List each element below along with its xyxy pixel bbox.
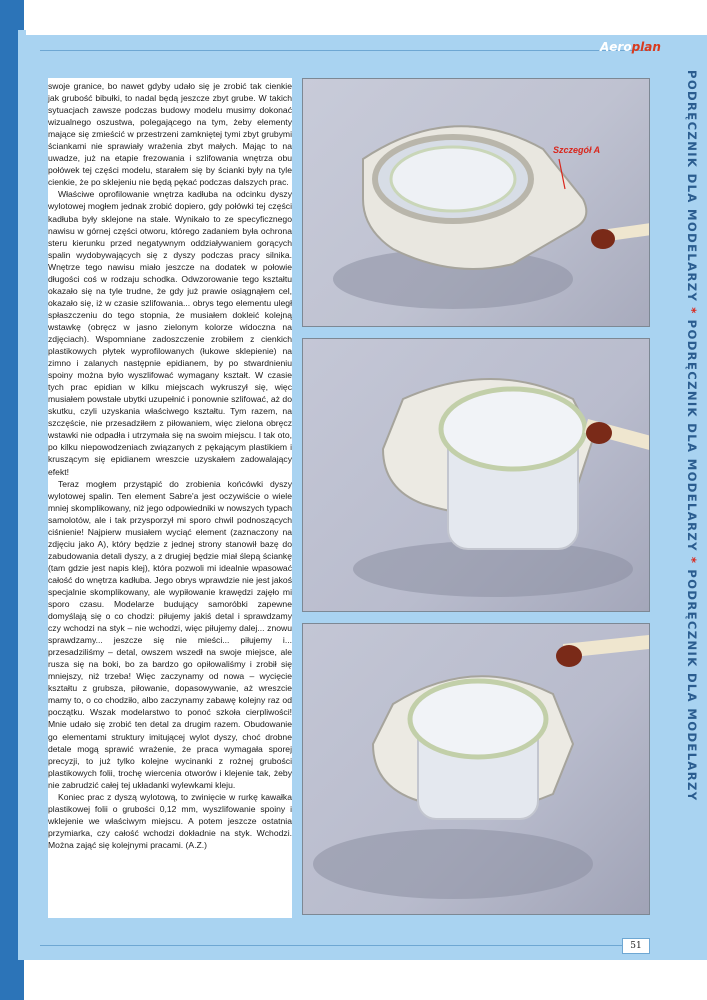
photo-nozzle-part-3 [302,623,650,915]
side-banner-star: * [685,307,699,315]
photo-nozzle-part-2 [302,338,650,612]
photo-nozzle-part-1 [302,78,650,327]
photo-callout-label: Szczegół A [553,145,601,155]
article-text-column [48,78,292,918]
side-banner-segment: PODRĘCZNIK DLA MODELARZY [685,569,699,802]
page-number: 51 [622,938,650,954]
logo-part-plan: plan [631,40,661,54]
photo-nozzle-illustration-1 [303,79,649,326]
article-paragraph: Koniec prac z dyszą wylotową, to zwinięcie w rurkę kawałka plastikowej folii o grubości 0,12 mm, wyszlifowanie spoiny i wklejenie we właściwym miejscu. A potem jeszcze ostatnia przymiarka, czy całość wchodzi dokładnie na styk. Wchodzi. Można zająć się kolejnymi pracami. (A.Z.) [48,791,292,850]
header-rule [40,50,650,51]
article-paragraph: Teraz mogłem przystąpić do zrobienia końcówki dyszy wylotowej spalin. Ten element Sabre'a jest oczywiście o wiele mniej skomplikowany, niż jego odpowiedniki w nowszych typach samolotów, ale i tak przysporzył mi sporo chwil podnoszących ciśnienie! Najpierw musiałem wyciąć element (zaznaczony na zdjęciu jako A), który będzie z jednej strony stanowił bazę do zabudowania detali dyszy, a z drugiej będzie miał ślepą ściankę (tam gdzie jest napis klej), która pozwoli mi idealnie wpasować całość do wnętrza kadłuba. Jego obrys wprawdzie nie jest jakoś specjalnie skomplikowany, ale wypiłowanie krawędzi zajęło mi sporo czasu. Modelarze budujący samoróbki zapewne domyślają się o co chodzi: piłujemy jakiś detal i sprawdzamy czy wchodzi na styk – nie wchodzi, więc piłujemy dalej... znowu sprawdzamy... jeszcze się nie mieści... piłujemy i... przesadziliśmy – detal, owszem wszedł na swoje miejsce, ale rusza się na boki, bo za bardzo go opiłowaliśmy i zrobił się mniejszy, niż trzeba! Więc zaczynamy od nowa – wycięcie kształtu z grubsza, piłowanie, dopasowywanie, aż wreszcie mamy to, o co chodziło, albo zaczynamy zabawę kolejny raz od początku. Wszak modelarstwo to ponoć szkoła cierpliwości! Mnie udało się zrobić ten detal za drugim razem. Obudowanie go elementami struktury imitującej wylot dyszy, choć drobne detale mogą sprawić wrażenie, że praca wymagała sporej precyzji, to już tylko kolejne wycinanki z rożnej grubości plastikowych folii, trochę wiercenia otworów i klejenie tak, żeby nie zabrudzić całej tej układanki wylewkami kleju. [48,478,292,790]
photo-nozzle-illustration-2 [303,339,649,611]
logo-part-aero: Aero [600,40,632,54]
footer-rule [40,945,622,946]
side-banner-segment: PODRĘCZNIK DLA MODELARZY [685,319,699,552]
side-banner-segment: PODRĘCZNIK DLA MODELARZY [685,70,699,303]
article-paragraph: Właściwe oprofilowanie wnętrza kadłuba na odcinku dyszy wylotowej mogłem jednak zrobić dopiero, gdy połówki tej części kadłuba były sklejone na stałe. Wynikało to ze specyficznego nawisu w górnej części otworu, którego zadaniem była ochrona steru kierunku przed negatywnym oddziaływaniem gorących spalin wydobywających się z dyszy podczas pracy silnika. Wnętrze tego nawisu miało jeszcze na dodatek w połowie długości coś w rodzaju schodka. Odwzorowanie tego kształtu okazało się na tyle trudne, że gdy już prawie osiągnąłem cel, okazało się, iż w czasie szlifowania... obrys tego elementu uległ spłaszczeniu do tego stopnia, że musiałem dokleić kolejną wstawkę (obręcz w jasno zielonym kolorze widoczna na zdjęciach). Wspomniane zadoszczenie zrobiłem z cienkich plastikowych płytek wyprofilowanych (łukowe sklepienie) na zimno i zalanych następnie epidianem, by po stwardnieniu spoiny można było wyszlifować wymagany kształt. W czasie tych prac epidian w kilku miejscach wykruszył się, więc musiałem powstałe ubytki uzupełnić i ponownie szlifować, aż do skutku, czyli uzyskania właściwego kształtu. Tym razem, na szczęście, nie przesadziłem z piłowaniem, więc zielona obręcz wstawki nie odpadła i utrzymała się na swoim miejscu. I tak oto, po kilku niepowodzeniach związanych z pękającym plastikiem i kruszącym się epidianem wreszcie uzyskałem zadowalający efekt! [48,189,292,477]
page-left-margin [18,30,26,960]
side-banner-star: * [685,556,699,565]
side-banner [665,70,705,930]
article-paragraph: swoje granice, bo nawet gdyby udało się je zrobić tak cienkie jak grubość bibułki, to nadal będą jeszcze zbyt grube. W takich sytuacjach zawsze podczas budowy modelu musimy dokonać wizualnego oszustwa, polegającego na tym, żeby elementy mające się zmieścić w przestrzeni zamkniętej tymi zbyt grubymi ściankami nie sprawiały wrażenia zbyt małych. Mając to na uwadze, już na etapie frezowania i szlifowania wnętrza obu połówek tej części modelu, starałem się by ścianki były na tyle cienkie, że po sklejeniu nie będą pękać podczas dalszych prac. [48,81,292,188]
magazine-logo [600,40,661,54]
photo-nozzle-illustration-3 [303,624,649,914]
side-banner-text [685,70,699,802]
